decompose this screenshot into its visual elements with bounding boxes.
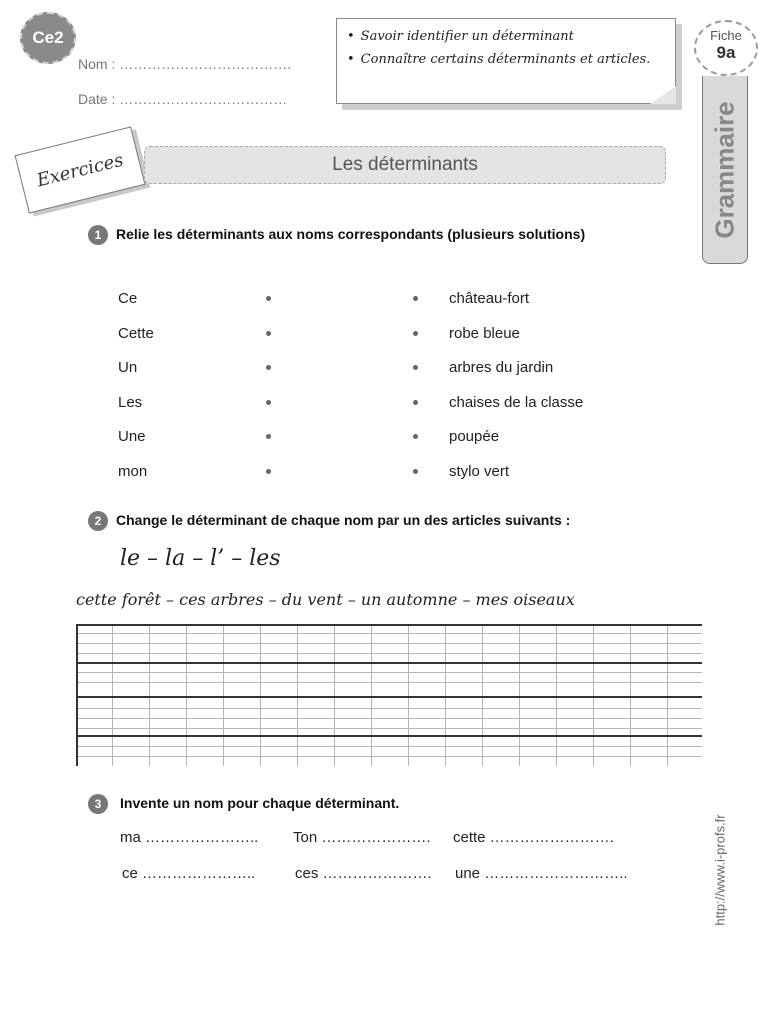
fill-in-item[interactable]: ce ………………….. (122, 865, 256, 882)
noun-item: poupée (449, 428, 500, 445)
right-link-dot[interactable] (413, 365, 418, 370)
exercise-1-instruction: Relie les déterminants aux noms correspondants (plusieurs solutions) (116, 226, 586, 242)
right-link-dot[interactable] (413, 434, 418, 439)
fiche-number: 9a (716, 43, 736, 62)
determiner-item: mon (118, 463, 148, 480)
fill-in-item[interactable]: une ……………………….. (455, 865, 628, 882)
date-dots: ……………………………… (119, 91, 288, 107)
date-label: Date : (78, 91, 116, 107)
noun-item: château-fort (449, 290, 530, 307)
determiner-item: Cette (118, 325, 154, 342)
noun-item: arbres du jardin (449, 359, 554, 376)
exercise-2-number: 2 (88, 511, 108, 531)
noun-item: robe bleue (449, 325, 520, 342)
fill-in-item[interactable]: ces …………………. (295, 865, 432, 882)
right-link-dot[interactable] (413, 400, 418, 405)
left-link-dot[interactable] (266, 400, 271, 405)
objectives-card (336, 18, 676, 104)
writing-grid[interactable] (76, 624, 702, 766)
determiner-item: Les (118, 394, 143, 411)
name-label: Nom : (78, 56, 116, 72)
date-field (78, 91, 287, 107)
objective-1: • Savoir identifier un déterminant (347, 29, 665, 44)
fill-in-item[interactable]: cette ……………………. (453, 829, 614, 846)
right-link-dot[interactable] (413, 469, 418, 474)
site-credit-text: http://www.i-profs.fr (712, 814, 728, 926)
right-link-dot[interactable] (413, 296, 418, 301)
page-title: Les déterminants (332, 154, 478, 175)
determiner-item: Un (118, 359, 138, 376)
page-fold (650, 86, 676, 104)
left-link-dot[interactable] (266, 331, 271, 336)
left-link-dot[interactable] (266, 296, 271, 301)
left-link-dot[interactable] (266, 434, 271, 439)
determiner-item: Ce (118, 290, 138, 307)
subject-tab (702, 76, 748, 264)
exercise-3-instruction: Invente un nom pour chaque déterminant. (120, 795, 400, 811)
exercises-tag (15, 126, 146, 213)
left-link-dot[interactable] (266, 365, 271, 370)
fill-in-item[interactable]: ma ………………….. (120, 829, 259, 846)
exercise-1-number: 1 (88, 225, 108, 245)
right-link-dot[interactable] (413, 331, 418, 336)
level-badge: Ce2 (20, 12, 76, 64)
noun-item: chaises de la classe (449, 394, 584, 411)
objective-2: • Connaître certains déterminants et articles. (347, 52, 665, 67)
determiner-item: Une (118, 428, 146, 445)
name-field (78, 56, 291, 72)
phrase-to-change: cette forêt – ces arbres – du vent – un automne – mes oiseaux (76, 590, 575, 609)
name-dots: ………………………………. (119, 56, 292, 72)
noun-item: stylo vert (449, 463, 510, 480)
fiche-badge (694, 20, 758, 76)
exercise-2-instruction: Change le déterminant de chaque nom par un des articles suivants : (116, 512, 571, 528)
fill-in-item[interactable]: Ton …………………. (293, 829, 431, 846)
articles-list: le – la – l’ – les (120, 546, 281, 571)
exercise-3-number: 3 (88, 794, 108, 814)
exercises-tag-label: Exercices (34, 149, 126, 191)
title-bar (144, 146, 666, 184)
left-link-dot[interactable] (266, 469, 271, 474)
site-credit (700, 800, 740, 940)
subject-label: Grammaire (709, 100, 740, 239)
fiche-label: Fiche (710, 28, 742, 43)
